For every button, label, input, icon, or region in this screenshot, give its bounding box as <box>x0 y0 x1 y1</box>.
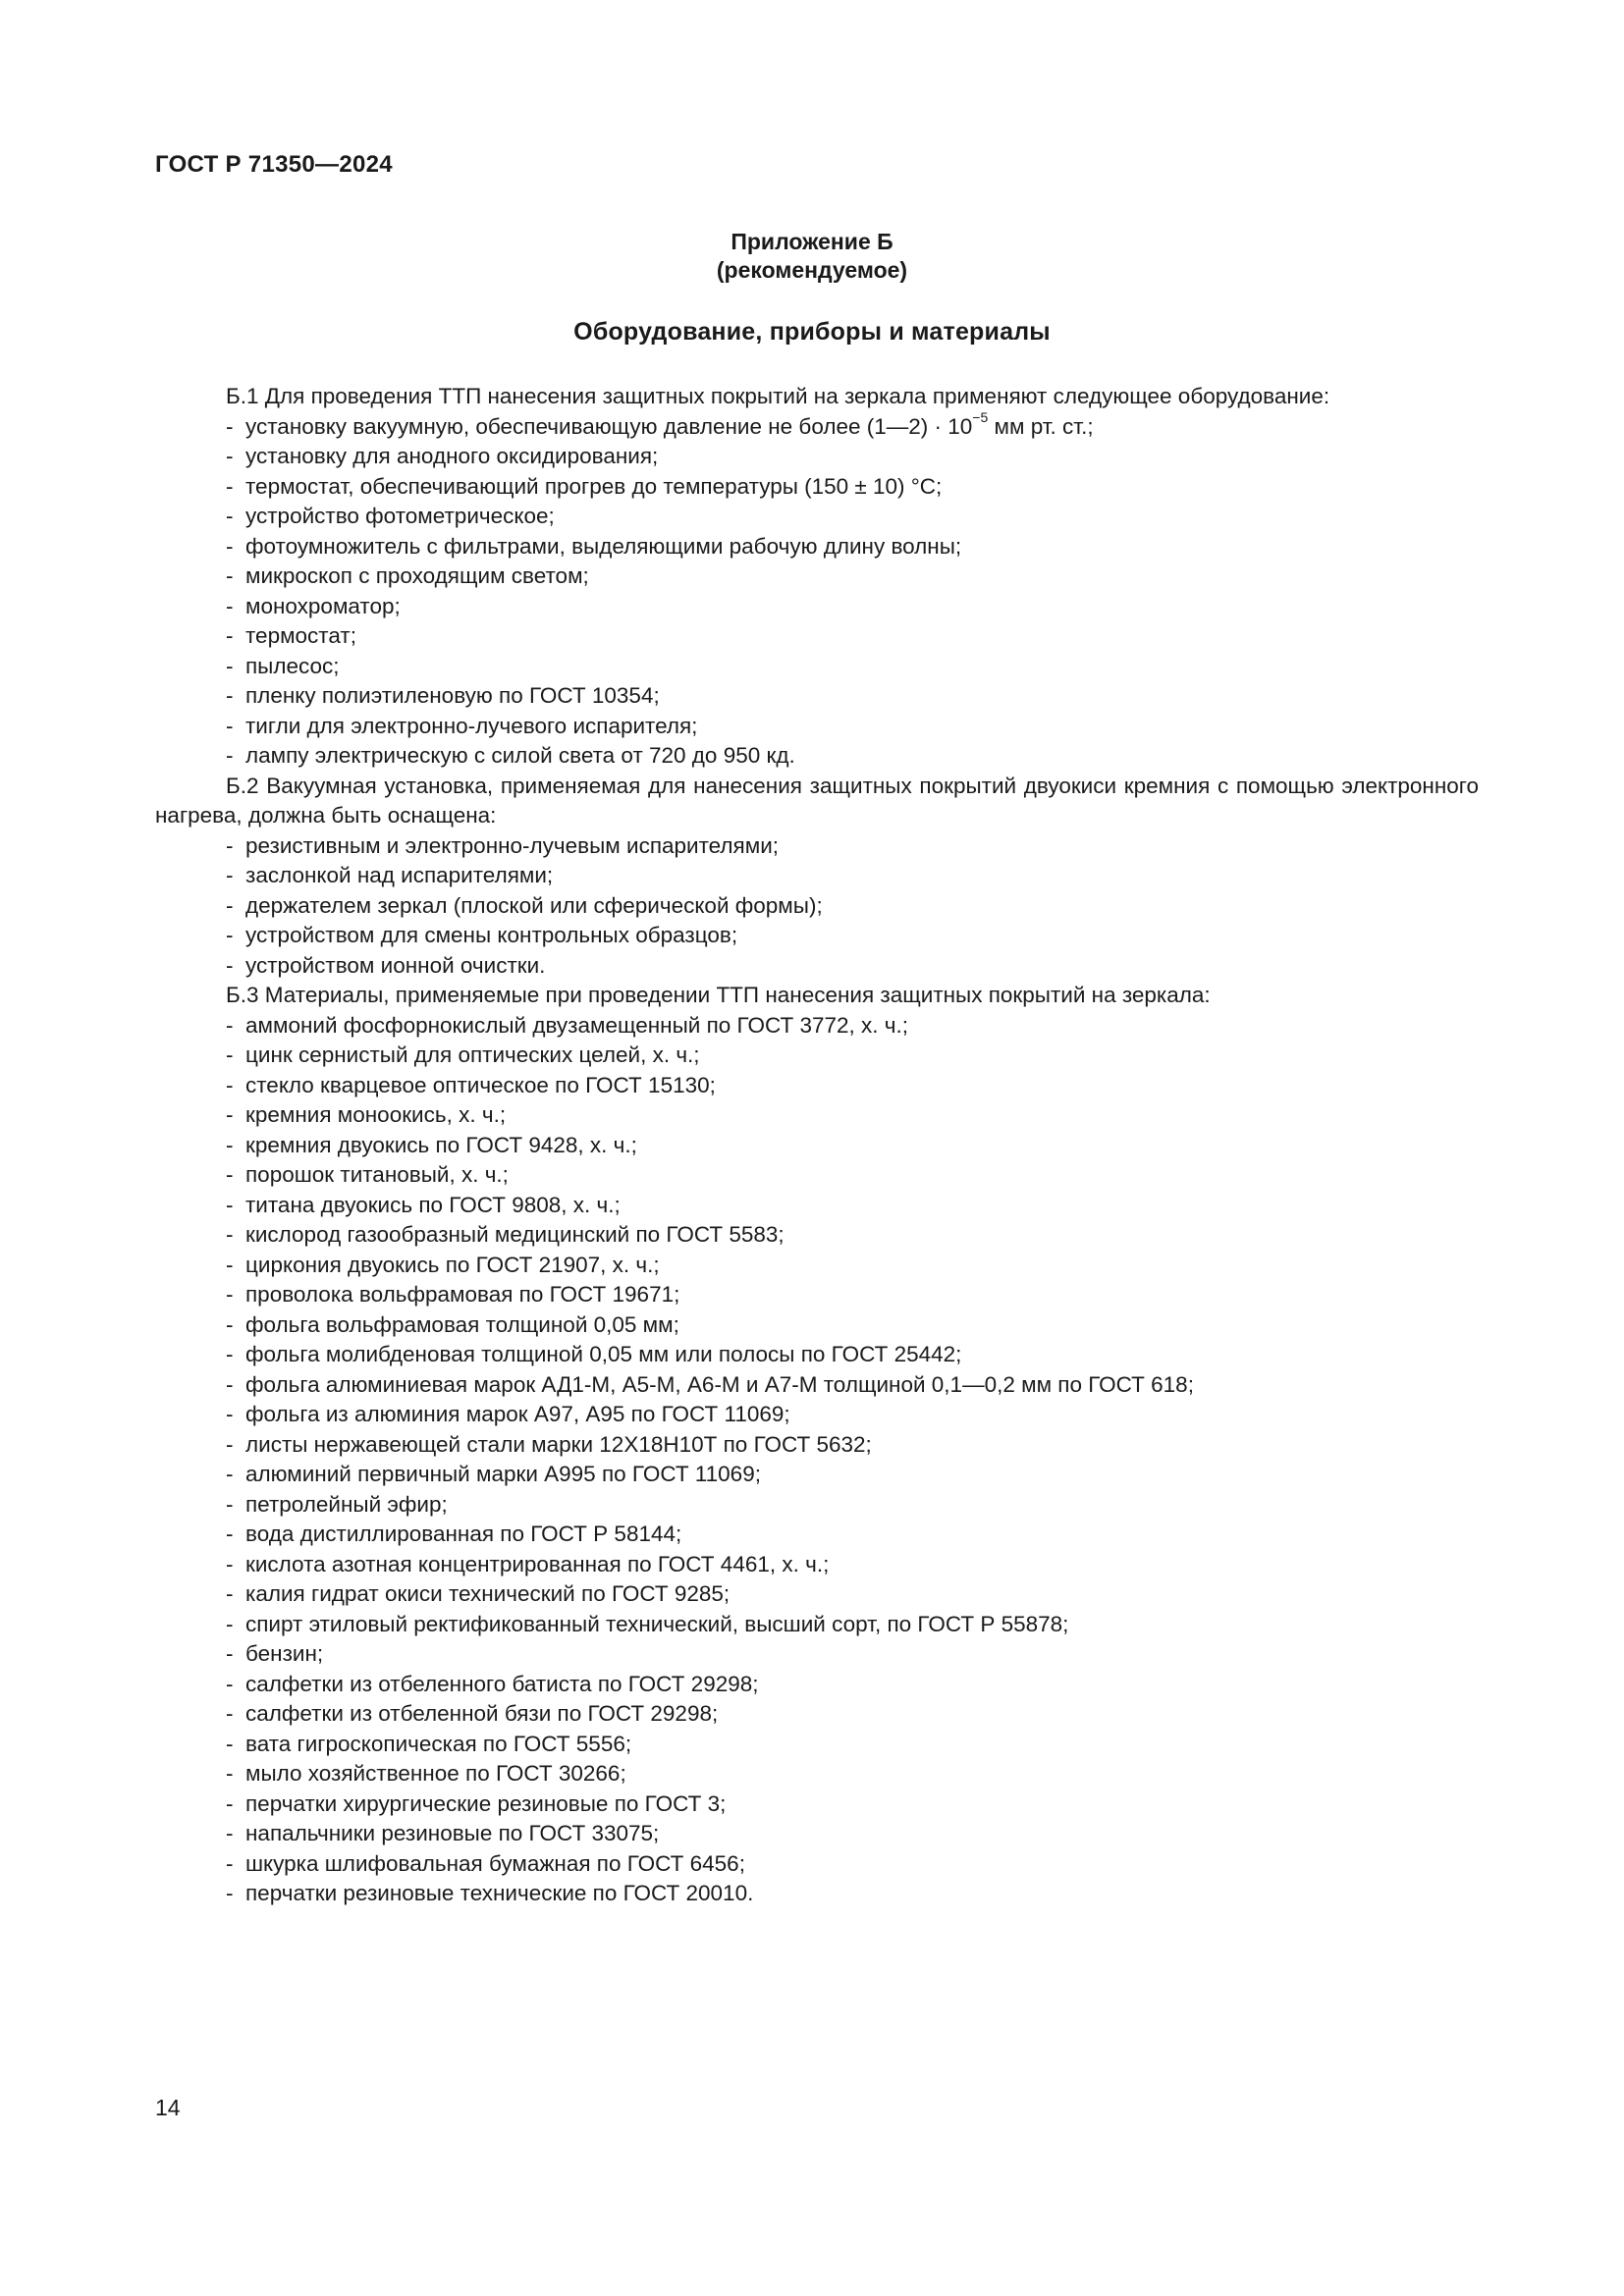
list-dash: - <box>226 1821 234 1845</box>
list-dash: - <box>226 563 234 588</box>
section-b1-items <box>155 442 1479 772</box>
list-dash: - <box>226 1761 234 1786</box>
list-item-text: алюминий первичный марки А995 по ГОСТ 11069; <box>245 1462 761 1486</box>
list-dash: - <box>226 923 234 947</box>
list-dash: - <box>226 863 234 887</box>
list-item-text: петролейный эфир; <box>245 1491 448 1517</box>
list-item <box>155 1280 1479 1310</box>
list-dash: - <box>226 1522 234 1546</box>
list-item-text: листы нержавеющей стали марки 12Х18Н10Т по ГОСТ 5632; <box>245 1431 872 1457</box>
list-item <box>155 472 1479 503</box>
list-item <box>155 1520 1479 1550</box>
list-item <box>155 921 1479 951</box>
list-dash: - <box>226 1282 234 1307</box>
list-dash: - <box>226 1641 234 1666</box>
list-dash: - <box>226 1132 234 1157</box>
list-item-text: салфетки из отбеленного батиста по ГОСТ 29298; <box>245 1671 759 1696</box>
list-dash: - <box>226 1012 234 1038</box>
list-item <box>155 1041 1479 1071</box>
list-item <box>155 1220 1479 1251</box>
list-dash: - <box>226 413 234 439</box>
list-item <box>155 1789 1479 1820</box>
list-item <box>155 1550 1479 1580</box>
list-item-text: титана двуокись по ГОСТ 9808, х. ч.; <box>245 1192 621 1217</box>
list-item <box>155 1191 1479 1221</box>
list-item-text: устройством ионной очистки. <box>245 952 546 978</box>
list-dash: - <box>226 1252 234 1277</box>
list-item <box>155 1730 1479 1760</box>
list-item <box>155 1071 1479 1101</box>
list-item <box>155 592 1479 622</box>
list-item-text: вода дистиллированная по ГОСТ Р 58144; <box>245 1522 682 1546</box>
list-item-text: фольга вольфрамовая толщиной 0,05 мм; <box>245 1311 679 1337</box>
list-item-text: проволока вольфрамовая по ГОСТ 19671; <box>245 1282 680 1307</box>
list-item-text: лампу электрическую с силой света от 720 до 950 кд. <box>245 743 795 768</box>
list-item <box>155 1160 1479 1191</box>
list-item-text: термостат; <box>245 623 356 648</box>
list-dash: - <box>226 444 234 468</box>
list-item <box>155 712 1479 742</box>
list-dash: - <box>226 1222 234 1247</box>
list-item-text: стекло кварцевое оптическое по ГОСТ 15130; <box>245 1072 716 1097</box>
list-item-text: порошок титановый, х. ч.; <box>245 1162 509 1187</box>
list-item <box>155 1400 1479 1430</box>
list-dash: - <box>226 892 234 918</box>
list-dash: - <box>226 1581 234 1606</box>
list-item <box>155 561 1479 592</box>
list-item-text: перчатки хирургические резиновые по ГОСТ 3; <box>245 1790 727 1816</box>
list-item <box>155 1610 1479 1640</box>
list-dash: - <box>226 1371 234 1397</box>
list-dash: - <box>226 1731 234 1756</box>
list-item <box>155 1819 1479 1849</box>
list-item-text: тигли для электронно-лучевого испарителя; <box>245 713 698 738</box>
list-item-text: устройство фотометрическое; <box>245 504 555 528</box>
list-dash: - <box>226 1342 234 1366</box>
list-dash: - <box>226 533 234 559</box>
list-item-text: кремния моноокись, х. ч.; <box>245 1102 507 1127</box>
list-item <box>155 621 1479 652</box>
list-dash: - <box>226 1311 234 1337</box>
list-item <box>155 1699 1479 1730</box>
list-item <box>155 891 1479 922</box>
list-dash: - <box>226 832 234 858</box>
list-dash: - <box>226 1042 234 1067</box>
list-item-text: пылесос; <box>245 653 340 678</box>
list-item <box>155 861 1479 891</box>
list-dash: - <box>226 1491 234 1517</box>
list-item-text: монохроматор; <box>245 593 401 618</box>
list-dash: - <box>226 1551 234 1576</box>
list-dash: - <box>226 593 234 618</box>
section-b1-intro: Б.1 Для проведения ТТП нанесения защитных покрытий на зеркала применяют следующее оборудование: <box>226 384 1330 408</box>
list-dash: - <box>226 1701 234 1726</box>
list-dash: - <box>226 743 234 768</box>
list-item-text: шкурка шлифовальная бумажная по ГОСТ 6456; <box>245 1850 745 1876</box>
list-dash: - <box>226 623 234 648</box>
list-item <box>155 831 1479 862</box>
list-item <box>155 1370 1479 1401</box>
list-item <box>155 409 1479 443</box>
annex-heading: Оборудование, приборы и материалы <box>573 318 1051 346</box>
section-b3-intro: Б.3 Материалы, применяемые при проведении ТТП нанесения защитных покрытий на зеркала: <box>226 983 1211 1007</box>
list-item <box>155 1490 1479 1521</box>
list-item-text: вата гигроскопическая по ГОСТ 5556; <box>245 1731 632 1756</box>
list-dash: - <box>226 952 234 978</box>
list-item-text: спирт этиловый ректификованный технический, высший сорт, по ГОСТ Р 55878; <box>245 1611 1069 1636</box>
list-item-text: устройством для смены контрольных образцов; <box>245 923 738 947</box>
list-dash: - <box>226 1431 234 1457</box>
list-item-text: резистивным и электронно-лучевым испарителями; <box>245 832 780 858</box>
list-item-text: кислота азотная концентрированная по ГОСТ 4461, х. ч.; <box>245 1551 830 1576</box>
list-item <box>155 1849 1479 1880</box>
list-item <box>155 1340 1479 1370</box>
list-dash: - <box>226 1102 234 1127</box>
exponent: −5 <box>972 409 989 425</box>
list-item-text: фольга молибденовая толщиной 0,05 мм или полосы по ГОСТ 25442; <box>245 1342 962 1366</box>
list-item-text: фотоумножитель с фильтрами, выделяющими рабочую длину волны; <box>245 533 962 559</box>
vacuum-item-unit: мм рт. ст.; <box>988 413 1094 439</box>
list-item-text: кислород газообразный медицинский по ГОСТ 5583; <box>245 1222 785 1247</box>
list-dash: - <box>226 1850 234 1876</box>
list-item <box>155 1879 1479 1909</box>
list-item <box>155 1310 1479 1341</box>
list-item-text: заслонкой над испарителями; <box>245 863 554 887</box>
list-dash: - <box>226 1402 234 1426</box>
list-item-text: кремния двуокись по ГОСТ 9428, х. ч.; <box>245 1132 637 1157</box>
list-dash: - <box>226 1162 234 1187</box>
page-number: 14 <box>155 2095 181 2120</box>
list-item-text: установку для анодного оксидирования; <box>245 444 659 468</box>
list-dash: - <box>226 713 234 738</box>
vacuum-item-text: установку вакуумную, обеспечивающую давление не более (1—2) · 10 <box>245 413 973 439</box>
list-item <box>155 1670 1479 1700</box>
list-item-text: калия гидрат окиси технический по ГОСТ 9285; <box>245 1581 731 1606</box>
list-item <box>155 1430 1479 1461</box>
list-dash: - <box>226 1072 234 1097</box>
list-item-text: напальчники резиновые по ГОСТ 33075; <box>245 1821 660 1845</box>
list-item-text: мыло хозяйственное по ГОСТ 30266; <box>245 1761 626 1786</box>
list-item <box>155 1251 1479 1281</box>
list-item-text: салфетки из отбеленной бязи по ГОСТ 29298; <box>245 1701 719 1726</box>
section-b3-items <box>155 1011 1479 1909</box>
list-item-text: держателем зеркал (плоской или сферической формы); <box>245 892 823 918</box>
list-item <box>155 681 1479 712</box>
list-item-text: фольга из алюминия марок А97, А95 по ГОСТ 11069; <box>245 1402 790 1426</box>
list-dash: - <box>226 1611 234 1636</box>
list-dash: - <box>226 1671 234 1696</box>
list-dash: - <box>226 683 234 708</box>
list-dash: - <box>226 1462 234 1486</box>
list-item <box>155 502 1479 532</box>
list-item <box>155 1759 1479 1789</box>
list-item-text: термостат, обеспечивающий прогрев до температуры (150 ± 10) °С; <box>245 473 943 499</box>
list-item <box>155 442 1479 472</box>
list-item-text: аммоний фосфорнокислый двузамещенный по ГОСТ 3772, х. ч.; <box>245 1012 908 1038</box>
list-item <box>155 652 1479 682</box>
annex-title: Приложение Б <box>731 229 893 254</box>
section-b2-items <box>155 831 1479 982</box>
list-item-text: фольга алюминиевая марок АД1-М, А5-М, А6-М и А7-М толщиной 0,1—0,2 мм по ГОСТ 618; <box>245 1371 1194 1397</box>
list-item <box>155 1131 1479 1161</box>
list-item <box>155 1100 1479 1131</box>
list-item <box>155 1579 1479 1610</box>
list-dash: - <box>226 504 234 528</box>
list-item <box>155 951 1479 982</box>
list-item <box>155 1011 1479 1041</box>
list-dash: - <box>226 1881 234 1905</box>
list-item-text: цинк сернистый для оптических целей, х. ч.; <box>245 1042 700 1067</box>
section-b1-list <box>155 409 1479 443</box>
list-item-text: бензин; <box>245 1641 324 1666</box>
list-item <box>155 1639 1479 1670</box>
list-item-text: циркония двуокись по ГОСТ 21907, х. ч.; <box>245 1252 660 1277</box>
document-code: ГОСТ Р 71350—2024 <box>155 151 393 178</box>
list-item <box>155 1460 1479 1490</box>
list-dash: - <box>226 1790 234 1816</box>
list-item-text: пленку полиэтиленовую по ГОСТ 10354; <box>245 683 660 708</box>
list-dash: - <box>226 653 234 678</box>
document-body <box>155 382 1479 1909</box>
list-item-text: микроскоп с проходящим светом; <box>245 563 589 588</box>
list-dash: - <box>226 1192 234 1217</box>
list-item <box>155 741 1479 772</box>
list-item <box>155 532 1479 562</box>
list-item-text: перчатки резиновые технические по ГОСТ 20010. <box>245 1881 754 1905</box>
section-b2-intro: Б.2 Вакуумная установка, применяемая для нанесения защитных покрытий двуокиси кремния с помощью электронного нагрева, должна быть оснащена: <box>155 773 1479 828</box>
annex-status: (рекомендуемое) <box>716 257 908 283</box>
list-dash: - <box>226 473 234 499</box>
